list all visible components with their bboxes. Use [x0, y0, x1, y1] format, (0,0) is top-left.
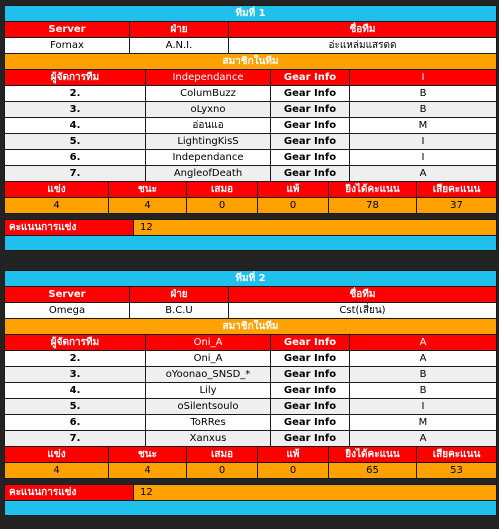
member-rank: 3.	[5, 102, 146, 118]
stat-header-scored: ยิงได้คะแนน	[329, 182, 417, 198]
gear-info-link[interactable]: Gear Info	[271, 134, 350, 150]
gear-info-link[interactable]: Gear Info	[271, 118, 350, 134]
member-rank: 6.	[5, 150, 146, 166]
gear-info-link[interactable]: Gear Info	[271, 102, 350, 118]
member-class: M	[350, 118, 496, 134]
team-card-1	[4, 5, 497, 251]
member-row	[5, 70, 496, 86]
member-class: B	[350, 367, 496, 383]
member-row	[5, 134, 496, 150]
stat-losses: 0	[258, 198, 329, 214]
member-row	[5, 166, 496, 182]
member-name: Independance	[146, 70, 271, 86]
stat-header-played: แข่ง	[5, 182, 109, 198]
gear-info-link[interactable]: Gear Info	[271, 415, 350, 431]
member-class: B	[350, 102, 496, 118]
member-row	[5, 431, 496, 447]
member-rank: 7.	[5, 431, 146, 447]
member-name: Xanxus	[146, 431, 271, 447]
member-class: A	[350, 335, 496, 351]
stat-header-scored: ยิงได้คะแนน	[329, 447, 417, 463]
team-name-value: Cst(เสี่ยน)	[229, 303, 496, 319]
member-row	[5, 86, 496, 102]
member-class: A	[350, 351, 496, 367]
stat-draws: 0	[187, 463, 258, 479]
member-class: B	[350, 383, 496, 399]
member-name: Lily	[146, 383, 271, 399]
member-rank: 2.	[5, 86, 146, 102]
gear-info-link[interactable]: Gear Info	[271, 367, 350, 383]
stat-wins: 4	[109, 198, 187, 214]
member-name: อ่อนแอ	[146, 118, 271, 134]
team-card-2	[4, 270, 497, 516]
member-row	[5, 415, 496, 431]
member-row	[5, 335, 496, 351]
member-rank: 7.	[5, 166, 146, 182]
team-title: ทีมที่ 2	[5, 271, 496, 287]
gear-info-link[interactable]: Gear Info	[271, 431, 350, 447]
stat-header-losses: แพ้	[258, 182, 329, 198]
member-name: ColumBuzz	[146, 86, 271, 102]
stat-played: 4	[5, 463, 109, 479]
member-class: M	[350, 415, 496, 431]
member-rank: ผู้จัดการทีม	[5, 335, 146, 351]
members-title: สมาชิกในทีม	[5, 54, 496, 70]
member-name: ToRRes	[146, 415, 271, 431]
footer-bar	[5, 236, 496, 250]
member-class: I	[350, 70, 496, 86]
stat-header-wins: ชนะ	[109, 447, 187, 463]
stat-draws: 0	[187, 198, 258, 214]
gear-info-link[interactable]: Gear Info	[271, 166, 350, 182]
gear-info-link[interactable]: Gear Info	[271, 150, 350, 166]
member-name: oLyxno	[146, 102, 271, 118]
gear-info-link[interactable]: Gear Info	[271, 383, 350, 399]
header-side: ฝ่าย	[130, 287, 229, 303]
score-value: 12	[134, 485, 496, 501]
member-rank: ผู้จัดการทีม	[5, 70, 146, 86]
members-title: สมาชิกในทีม	[5, 319, 496, 335]
header-team-name: ชื่อทีม	[229, 287, 496, 303]
score-label: คะแนนการแข่ง	[5, 485, 134, 501]
member-row	[5, 118, 496, 134]
stat-conceded: 53	[417, 463, 496, 479]
member-name: oYoonao_SNSD_*	[146, 367, 271, 383]
member-row	[5, 399, 496, 415]
member-name: Independance	[146, 150, 271, 166]
server-value: Fornax	[5, 38, 130, 54]
member-class: A	[350, 166, 496, 182]
server-value: Omega	[5, 303, 130, 319]
stat-header-losses: แพ้	[258, 447, 329, 463]
member-row	[5, 351, 496, 367]
gear-info-link[interactable]: Gear Info	[271, 351, 350, 367]
stat-losses: 0	[258, 463, 329, 479]
member-name: AngleofDeath	[146, 166, 271, 182]
gear-info-link[interactable]: Gear Info	[271, 335, 350, 351]
member-name: oSilentsoulo	[146, 399, 271, 415]
member-name: LightingKisS	[146, 134, 271, 150]
header-server: Server	[5, 22, 130, 38]
member-row	[5, 102, 496, 118]
member-name: Oni_A	[146, 335, 271, 351]
team-name-value: อ่ะแหล่มแสรดด	[229, 38, 496, 54]
gear-info-link[interactable]: Gear Info	[271, 86, 350, 102]
stat-header-conceded: เสียคะแนน	[417, 182, 496, 198]
member-rank: 4.	[5, 383, 146, 399]
header-side: ฝ่าย	[130, 22, 229, 38]
gear-info-link[interactable]: Gear Info	[271, 399, 350, 415]
stat-header-played: แข่ง	[5, 447, 109, 463]
score-label: คะแนนการแข่ง	[5, 220, 134, 236]
member-class: I	[350, 399, 496, 415]
score-value: 12	[134, 220, 496, 236]
member-rank: 2.	[5, 351, 146, 367]
member-class: I	[350, 150, 496, 166]
header-server: Server	[5, 287, 130, 303]
member-rank: 5.	[5, 399, 146, 415]
stat-conceded: 37	[417, 198, 496, 214]
side-value: A.N.I.	[130, 38, 229, 54]
member-class: I	[350, 134, 496, 150]
member-row	[5, 367, 496, 383]
member-rank: 3.	[5, 367, 146, 383]
stat-scored: 78	[329, 198, 417, 214]
member-row	[5, 383, 496, 399]
stat-header-draws: เสมอ	[187, 447, 258, 463]
member-rank: 6.	[5, 415, 146, 431]
stat-header-wins: ชนะ	[109, 182, 187, 198]
gear-info-link[interactable]: Gear Info	[271, 70, 350, 86]
member-rank: 4.	[5, 118, 146, 134]
stat-played: 4	[5, 198, 109, 214]
member-class: B	[350, 86, 496, 102]
side-value: B.C.U	[130, 303, 229, 319]
team-title: ทีมที่ 1	[5, 6, 496, 22]
header-team-name: ชื่อทีม	[229, 22, 496, 38]
member-rank: 5.	[5, 134, 146, 150]
stat-header-draws: เสมอ	[187, 182, 258, 198]
member-name: Oni_A	[146, 351, 271, 367]
stat-wins: 4	[109, 463, 187, 479]
stat-scored: 65	[329, 463, 417, 479]
member-class: A	[350, 431, 496, 447]
stat-header-conceded: เสียคะแนน	[417, 447, 496, 463]
member-row	[5, 150, 496, 166]
footer-bar	[5, 501, 496, 515]
